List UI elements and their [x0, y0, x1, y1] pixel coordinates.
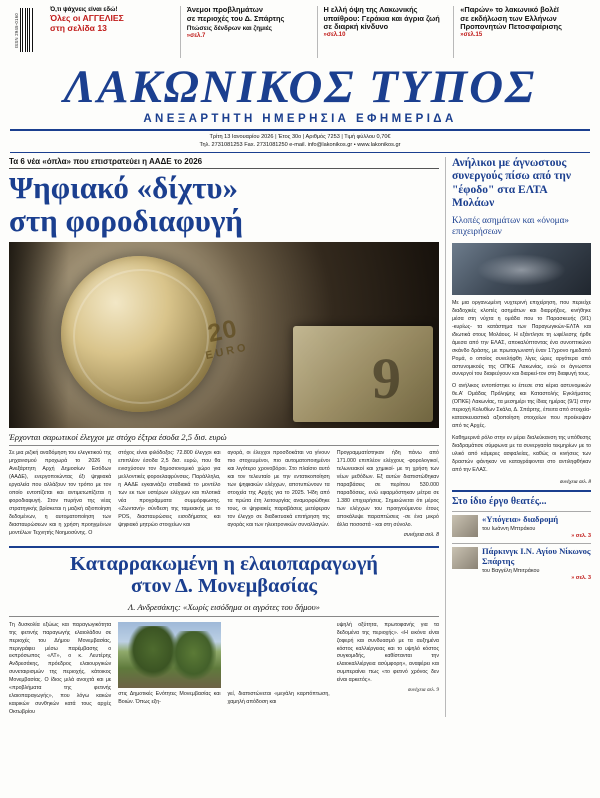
coin-denomination: 20 EURO	[204, 314, 250, 362]
barcode-icon	[20, 8, 33, 52]
right-para-1: Με μια οργανωμένη νυχτερινή επιχείρηση, που περιείχε διαδοχικές κλοπές ασημάτων και διαρρήξεις, κινήθηκε μέσα στη νύχτα η ομάδα που το Παρασκευής (9/1) -κυρίως- τα κατάστημα των Παραγωγικών-ΕΛΤΑ και ιδιωτικά στους Μολάους. Η εξάντλησε τη ωφέλεσης ήρθε άμεσα από την ΕΛΑΣ, αποκαλύπτοντας ένα συνοπτικώνο σκάνδο δράσης, με πρωταγωνιστή έναν 17χρονο ημεδαπό Ρομά, ο οποίος συνελήφθη λίγες ώρες αργότερα από αστυνομικούς της ΟΠΚΕ Λακωνίας, ενώ οι άγνωστοι συνεργοί του διαφεύγουν και διαρκεί-τον στη διαφυγή τους.	[452, 300, 591, 378]
right-para-3: Καθημερινά ρόλο στην εν μέρει διαλεύκανση της υπόθεσης διαδραμάτισε σύμφωνα με τα συνεργασία τεκμηρίων με το υλικό από κάμερες ασφαλείας, καθώς οι κινήσεις των δραστών φάνηκαν να καταγράφονται στο αντιληφθήκαν από την ΕΛΑΣ.	[452, 435, 591, 473]
teaser-line: υπαίθρου: Γεράκια και άγρια ζωή	[323, 13, 440, 23]
teaser-page: στη σελίδα 13	[50, 23, 107, 34]
opinion-item-2[interactable]	[452, 543, 591, 581]
second-col-4-text: υψηλή οξύτητα, πρωτοφανής για τα δεδομένα της περιοχής». «Η εικόνα είναι ζοφερή και συνδυασμό με τα αυξημένα κόστος καλλιέργειας και το υψηλό κόστος συγκομιδής, καθίστανται την ελαιοκαλλιέργεια ασύμφορη», αναφέρει και συμπεραίνει πως «το φετινό χρόνος δεν είναι αρκετός».	[336, 621, 439, 684]
opinion-item-author: του Ιωάννη Μπτράκου	[482, 526, 536, 533]
opinion-item-title: Πάρκινγκ Ι.Ν. Αγίου Νίκωνος Σπάρτης	[482, 546, 591, 567]
teaser-line: Η ελλή όψη της Λακωνικής	[323, 5, 418, 14]
masthead	[0, 62, 600, 153]
author-avatar	[452, 547, 478, 569]
barcode-area	[8, 6, 38, 58]
teaser-line: Άνεμοι προβλημάτων	[186, 5, 263, 14]
right-headline[interactable]: Ανήλικοι με άγνωστους συνεργούς πίσω από την "έφοδο" στα ΕΛΤΑ Μολάων	[452, 156, 571, 210]
right-continue-note[interactable]: συνέχεια σελ. 8	[559, 478, 591, 485]
lead-photo-caption: Έρχονται σαρωτικοί έλεγχοι με στόχο έξτρα έσοδα 2,5 δισ. ευρώ	[9, 428, 439, 446]
lead-col-3: αγορά, οι έλεγχοι προσδοκάται να γίνουν πιο στοχευμένοι, πιο αυτοματοποιημένοι και λιγότερο χρονοβόροι. Στο πλαίσιο αυτό και τον τελευταίο με την εντατικοποίηση των ψηφιακών ελέγχων, αποτυπώνουν τα στοιχεία της Αρχής για το 2025. Ήδη από τα πρώτα έτη λειτουργίας αναμορφώθηκε τους, οι ψηφιακές παραβάσεις μετέφεραν τον έλεγχο σε διαδικτυακά επιτήρηση της αγοράς και των ηλεκτρονικών συναλλαγών.	[227, 450, 330, 528]
teaser-sub: Πτώσεις δένδρων και ζημιές	[186, 25, 273, 33]
author-avatar	[452, 515, 478, 537]
teaser-line: σε περιοχές του Δ. Σπάρτης	[186, 13, 285, 23]
second-subhead: Λ. Ανδρεσάκης: «Χωρίς εισόδημα οι αγρότες του δήμου»	[9, 602, 439, 617]
second-headline-line1: Καταρρακωμένη η ελαιοπαραγωγή	[70, 552, 378, 575]
top-teaser-strip	[0, 0, 600, 62]
second-col-2-text: στις Δημοτικές Ενότητες Μονεμβασίας και Βοιών. Όπως εξη-	[118, 690, 221, 705]
second-col-1: Τη δυσκολία εξώως και παραγωγικότητα της φετινής παραγωγής ελαιολάδου σε περιοχές του Δήμου Μονεμβασίας, περιγράφει μέσω παρέμβασης ο εκπρόσωπος «ΛΤ», ο κ. Λευτέρης Ανδρεσάκης, πρόεδρος ελαιουργικών συνεταιρισμών της περιοχής, κάτοικος Μονεμβασίας. Ο ίδιος μιλά ανοιχτά και με «προβλήματα της φετινής ελαιοπαραγωγής», που λόγω κακών καιρικών συνθηκών κατά τους αρχές Οκτωβρίου	[9, 621, 112, 716]
banknote-digit: 9	[372, 346, 401, 412]
issue-date-line: Τρίτη 13 Ιανουαρίου 2026 | Έτος 30ο | Αριθμός 7253 | Τιμή φύλλου 0,70€	[209, 133, 391, 140]
teaser-line: σε διαρκή κίνδυνο	[323, 22, 389, 32]
main-column	[9, 157, 439, 717]
opinion-item-1[interactable]	[452, 511, 591, 539]
lead-article-body	[9, 450, 439, 539]
issue-info	[0, 131, 600, 152]
right-column	[445, 157, 591, 717]
teaser-line: σε εκδήλωση των Ελλήνων	[460, 13, 557, 23]
second-continue-note[interactable]: συνέχεια σελ. 9	[407, 687, 439, 694]
lead-col-1: Σε μια ριζική αναδόμηση του ελεγκτικού της μηχανισμού προχωρά το 2026 η Ανεξάρτητη Αρχή Δημοσίων Εσόδων (ΑΑΔΕ), ενεργοποιώντας έξι ψηφιακά εργαλεία που αλλάζουν τον τρόπο με τον οποίο εντοπίζεται και αντιμετωπίζεται η φοροδιαφυγή. Στον πυρήνα της νέας στρατηγικής βρίσκεται η μαζική αξιοποίηση δεδομένων, η αυτοματοποίηση των διασταυρώσεων και η χρήση προηγμένων μοντέλων Τεχνητής Νοημοσύνης. Ο	[9, 450, 112, 536]
second-col-2	[118, 622, 220, 717]
teaser-wildlife[interactable]	[317, 6, 454, 58]
teaser-page: »σελ.10	[323, 32, 346, 39]
lead-col-2: στόχος είναι φιλόδοξος: 72.800 έλεγχοι και επιπλέον έσοδα 2,5 δισ. ευρώ, που θα ενισχύσουν τον δημοσιονομικό χώρο για μελλοντικές φοροελαφρύνσεις. Παράλληλα, η ΑΑΔΕ εγκαινιάζει σταδιακά το μοντέλο των εκ των υστέρων ελέγχων και πιλοτικά νέα προγράμματα συμμόρφωσης. «Ζωντανή» σύνδεση της ταμειακής με το POS, διασταυρώσεις εισοδήματος και ψηφιακό μητρώο στοιχείων και	[118, 450, 221, 528]
teaser-line: Ό,τι ψάχνεις είναι εδώ!	[50, 6, 118, 13]
lead-continue-note[interactable]: συνέχεια σελ. 8	[403, 531, 439, 538]
section-divider	[9, 546, 439, 548]
opinion-item-author: του Βαγγέλη Μπιτράκου	[482, 567, 540, 574]
right-article-body	[452, 300, 591, 475]
teaser-volleyball[interactable]	[453, 6, 590, 58]
second-headline-line2: στον Δ. Μονεμβασίας	[130, 575, 318, 598]
right-para-2: Ο ανήλικος εντοπίστηκε κι έπεσε στα κέρια αστυνομικών θε.Α' Ομάδας Πρόληψης και Καταστολής Εγκλήματος (ΟΠΚΕ) Λακωνίας, τα μεσημέρι της ίδιας ημέρας (9/1) στην περιοχή Κολυθίων Σκάλα, Δ. Σπάρτης, έπειτα από στοιχεία-κατασκευαστικά αξιοποίηση στοιχείων που προέκυψαν από τις Αρχές.	[452, 383, 591, 430]
banknote-shape	[293, 326, 433, 422]
contact-line: Τηλ. 2731081253 Fax. 2731081250 e-mail. info@lakonikos.gr • www.lakonikos.gr	[199, 142, 401, 149]
barcode-label: ISSN 2945-0160	[13, 12, 19, 49]
newspaper-subtitle: ΑΝΕΞΑΡΤΗΤΗ ΗΜΕΡΗΣΙΑ ΕΦΗΜΕΡΙΔΑ	[143, 112, 457, 125]
teaser-line: «Παρών» το λακωνικό βολέϊ	[460, 5, 559, 14]
second-col-3	[228, 622, 330, 717]
second-article-body	[9, 622, 439, 717]
lead-headline-line1: Ψηφιακό «δίχτυ»	[9, 169, 239, 205]
opinion-item-page: » σελ. 3	[571, 574, 591, 581]
lead-headline[interactable]	[9, 169, 439, 238]
teaser-page: »σελ.15	[460, 32, 483, 39]
opinion-box-title: Στο ίδιο έργο θεατές...	[452, 495, 547, 507]
olive-grove-photo	[118, 622, 220, 688]
second-headline[interactable]	[9, 553, 439, 598]
right-divider	[452, 490, 591, 492]
lead-kicker: Τα 6 νέα «όπλα» που επιστρατεύει η ΑΑΔΕ το 2026	[9, 157, 439, 169]
opinion-item-page: » σελ. 3	[571, 533, 591, 540]
teaser-classifieds[interactable]	[44, 6, 180, 58]
second-col-3-text: γεί, διαπιστώνεται «μεγάλη καρπόπτωση, χαμηλή απόδοση και	[227, 690, 330, 705]
teaser-wind-damage[interactable]	[180, 6, 317, 58]
teaser-page: »σελ.7	[186, 33, 206, 40]
teaser-headline: Όλες οι ΑΓΓΕΛΙΕΣ	[50, 13, 124, 24]
elta-building-photo	[452, 243, 591, 295]
opinion-item-title: «Υπόγεια» διαδρομή	[482, 514, 559, 525]
right-subhead: Κλοπές ασημάτων και «όνομα» επιχειρήσεων	[452, 214, 570, 236]
lead-col-4: Προγραμματίστηκαν ήδη πάνω από 171.000 επιπλέον ελέγχους -φορολογικοί, τελωνειακοί και χημικοί- με τη χρήση των νέων μεθόδων. Εξ αυτών διαπιστώθηκαν παραβάσεις σε περίπου 530.000 παραδόσεις, ενώ εφαρμόστηκαν μέτρα σε 1.380 επιχειρήσεις. Σημειώνεται ότι μέρος των ελέγχων του προηγούμενου έτους αποκάλυψε παραπτώσεις -σε ένα μικρό άλλα ποσοστά - και στη σύνολο.	[336, 450, 439, 528]
second-col-4	[337, 622, 439, 717]
teaser-line: Προπονητών Πετοσφαίρισης	[460, 22, 562, 32]
newspaper-title: ΛΑΚΩΝΙΚΟΣ ΤΥΠΟΣ	[63, 61, 537, 113]
lead-photo	[9, 242, 439, 428]
lead-headline-line2: στη φοροδιαφυγή	[9, 202, 243, 238]
